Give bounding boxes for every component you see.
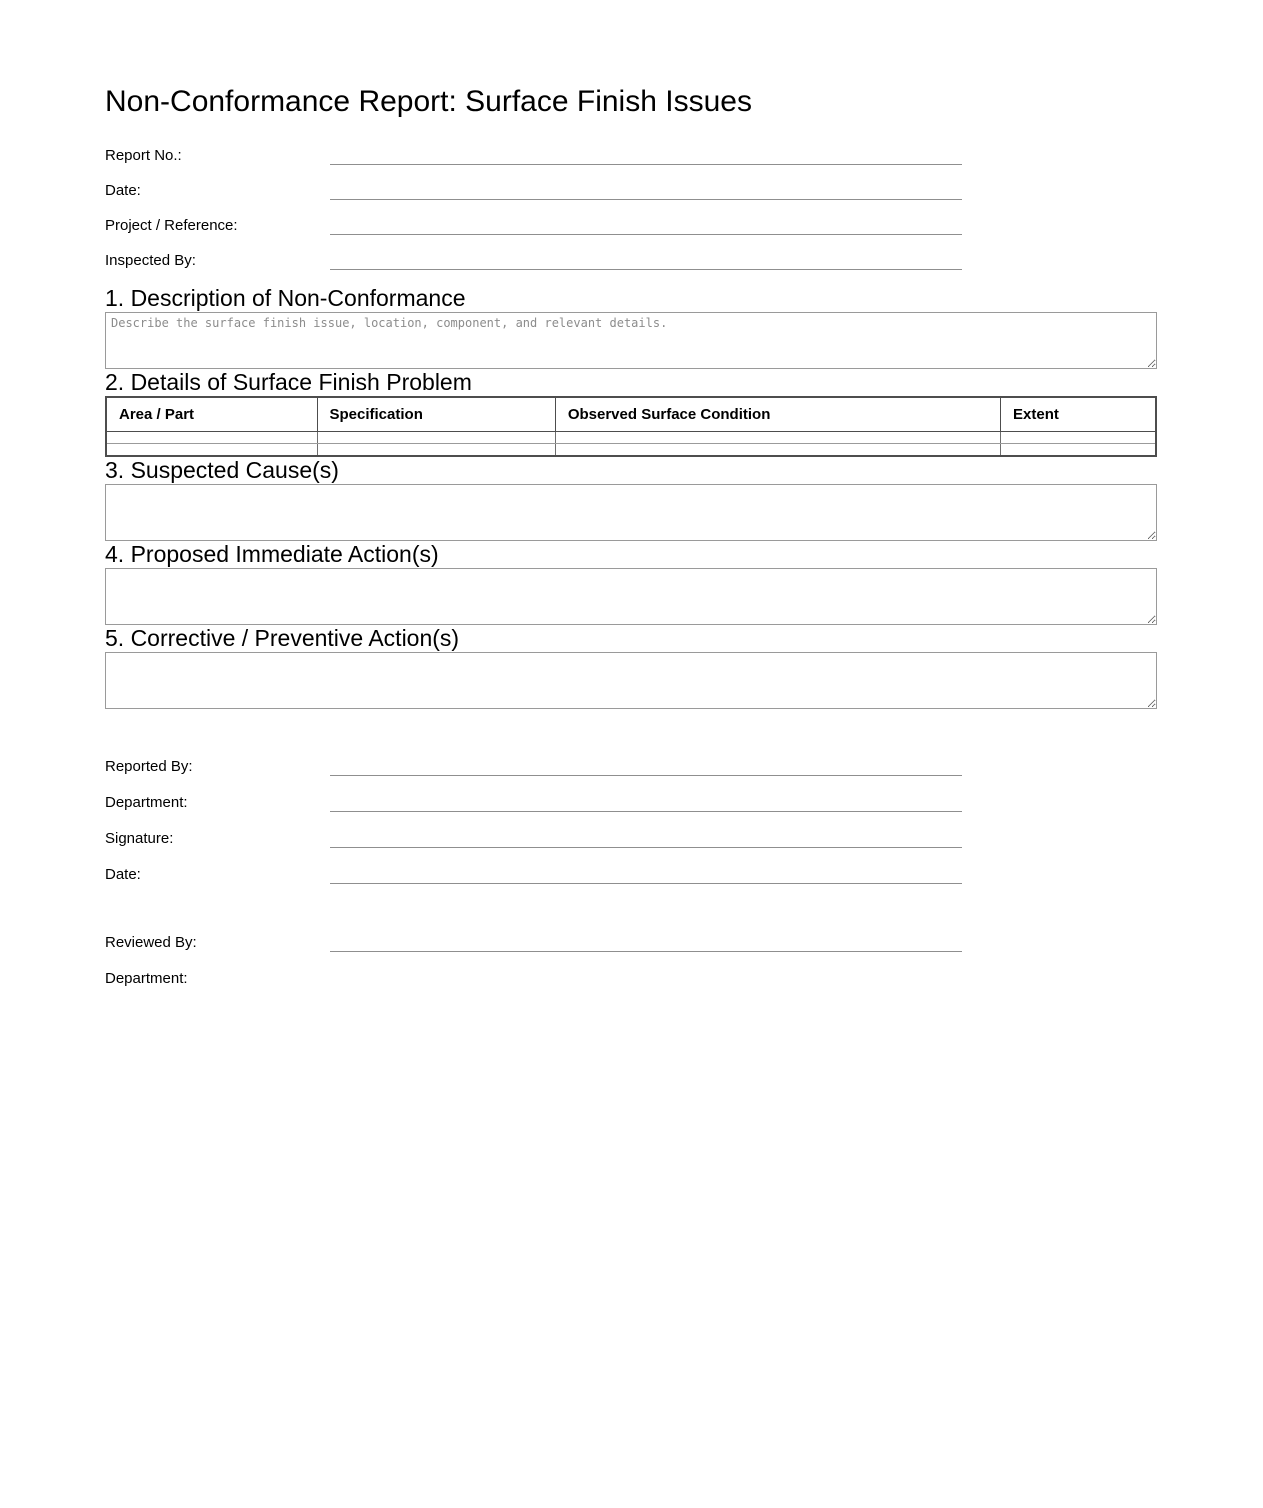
signature-date-label: Date: bbox=[105, 866, 141, 883]
department-label: Department: bbox=[105, 794, 188, 811]
table-cell bbox=[317, 444, 555, 457]
reviewed-department-label: Department: bbox=[105, 970, 188, 987]
report-no-label: Report No.: bbox=[105, 147, 182, 164]
table-row bbox=[106, 432, 1156, 444]
project-reference-label: Project / Reference: bbox=[105, 217, 238, 234]
inspected-by-label: Inspected By: bbox=[105, 252, 196, 269]
signature-input[interactable] bbox=[330, 828, 962, 848]
reported-by-label: Reported By: bbox=[105, 758, 193, 775]
table-cell bbox=[106, 444, 317, 457]
signature-row bbox=[105, 828, 1157, 848]
reported-by-input[interactable] bbox=[330, 756, 962, 776]
signature-label: Signature: bbox=[105, 830, 174, 847]
reviewed-department-row bbox=[105, 968, 1157, 988]
department-input[interactable] bbox=[330, 792, 962, 812]
section-details-heading: 2. Details of Surface Finish Problem bbox=[105, 369, 472, 395]
immediate-actions-textarea[interactable] bbox=[105, 568, 1157, 625]
details-table bbox=[105, 396, 1157, 457]
section-causes-heading: 3. Suspected Cause(s) bbox=[105, 457, 339, 483]
table-cell bbox=[1001, 432, 1156, 444]
inspected-by-row bbox=[105, 250, 1157, 270]
table-row bbox=[106, 444, 1156, 457]
date-label: Date: bbox=[105, 182, 141, 199]
reviewed-by-input[interactable] bbox=[330, 932, 962, 952]
reviewed-by-row bbox=[105, 932, 1157, 952]
table-cell bbox=[106, 432, 317, 444]
details-col-area-part: Area / Part bbox=[106, 397, 317, 432]
bottom-whitespace bbox=[105, 1004, 1157, 1204]
signature-fields bbox=[105, 756, 1157, 884]
corrective-actions-textarea[interactable] bbox=[105, 652, 1157, 709]
page-title: Non-Conformance Report: Surface Finish Issues bbox=[105, 85, 752, 118]
details-col-extent: Extent bbox=[1001, 397, 1156, 432]
header-fields bbox=[105, 145, 1157, 270]
signature-date-row bbox=[105, 864, 1157, 884]
date-input[interactable] bbox=[330, 180, 962, 200]
details-col-specification: Specification bbox=[317, 397, 555, 432]
description-textarea[interactable] bbox=[105, 312, 1157, 369]
details-col-observed-condition: Observed Surface Condition bbox=[555, 397, 1000, 432]
report-no-input[interactable] bbox=[330, 145, 962, 165]
section-corrective-actions-heading: 5. Corrective / Preventive Action(s) bbox=[105, 625, 460, 651]
suspected-causes-textarea[interactable] bbox=[105, 484, 1157, 541]
table-cell bbox=[555, 444, 1000, 457]
reported-by-row bbox=[105, 756, 1157, 776]
inspected-by-input[interactable] bbox=[330, 250, 962, 270]
report-no-row bbox=[105, 145, 1157, 165]
signature-date-input[interactable] bbox=[330, 864, 962, 884]
section-description-heading: 1. Description of Non-Conformance bbox=[105, 285, 466, 311]
table-cell bbox=[555, 432, 1000, 444]
table-cell bbox=[1001, 444, 1156, 457]
section-immediate-actions-heading: 4. Proposed Immediate Action(s) bbox=[105, 541, 439, 567]
reviewed-department-input[interactable] bbox=[330, 968, 962, 988]
details-table-header-row bbox=[106, 397, 1156, 432]
reviewed-by-label: Reviewed By: bbox=[105, 934, 197, 951]
table-cell bbox=[317, 432, 555, 444]
date-row bbox=[105, 180, 1157, 200]
report-form bbox=[105, 0, 1157, 1204]
project-reference-input[interactable] bbox=[330, 215, 962, 235]
review-fields bbox=[105, 932, 1157, 988]
department-row bbox=[105, 792, 1157, 812]
project-reference-row bbox=[105, 215, 1157, 235]
